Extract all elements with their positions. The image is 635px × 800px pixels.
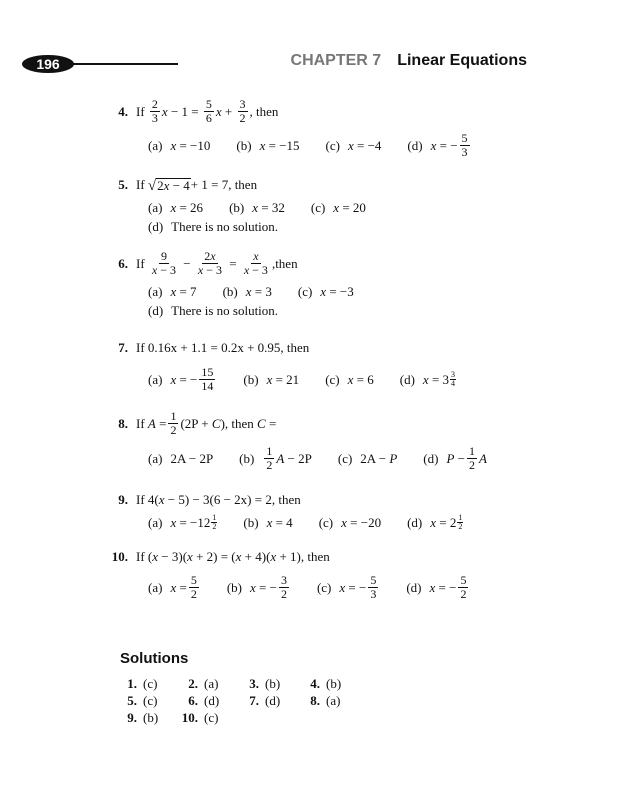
option-c: (c) x = 20 bbox=[310, 200, 366, 215]
fraction: $\frac{1}{2}$ bbox=[468, 444, 475, 472]
fraction: $\frac{5}{2}$ bbox=[190, 573, 197, 601]
fraction: $\frac{x}{x - 3}$ bbox=[243, 249, 268, 277]
fraction: $\frac{1}{2}$ bbox=[266, 444, 273, 472]
option-a: (a) x = 26 bbox=[148, 200, 204, 215]
chapter-title bbox=[291, 52, 527, 70]
fraction: $\frac{3}{2}$ bbox=[280, 573, 287, 601]
option-a: (a) x = 7 bbox=[148, 284, 197, 299]
small-fraction: $\frac{1}{2}$ bbox=[212, 513, 217, 531]
option-b: (b) $\frac{1}{2}$ A − 2P bbox=[239, 444, 312, 472]
small-fraction: $\frac{3}{4}$ bbox=[451, 370, 456, 388]
option-c: (c) x = − $\frac{5}{3}$ bbox=[316, 573, 377, 601]
question-number: 6. bbox=[118, 255, 128, 271]
question-5-option-d-row bbox=[148, 219, 304, 235]
fraction: $\frac{5}{6}$ bbox=[205, 97, 212, 125]
question-5 bbox=[106, 177, 257, 193]
option-c: (c) 2A − P bbox=[337, 450, 398, 466]
option-a: (a) x = $\frac{5}{2}$ bbox=[148, 573, 197, 601]
question-number: 7. bbox=[118, 340, 128, 355]
question-rest: + 1 = 7, then bbox=[190, 177, 258, 192]
solutions-row: 5. (c) 6. (d) 7. (d) 8. (a) bbox=[127, 693, 341, 708]
fraction: $\frac{2}{3}$ bbox=[151, 97, 158, 125]
question-if: If bbox=[136, 177, 145, 192]
question-9-options bbox=[148, 514, 489, 531]
question-9 bbox=[106, 492, 301, 508]
option-a: (a) x = −10 bbox=[148, 137, 211, 153]
solutions-row: 9. (b) 10. (c) bbox=[127, 710, 219, 725]
question-6-option-d-row bbox=[148, 303, 304, 319]
option-d: (d) x = 2 $\frac{1}{2}$ bbox=[407, 513, 463, 531]
option-b: (b) x = 3 bbox=[222, 284, 272, 299]
page-number-badge: 196 bbox=[22, 55, 74, 73]
fraction: $\frac{5}{2}$ bbox=[460, 573, 467, 601]
question-10-options bbox=[148, 574, 496, 601]
question-text: If 4(x − 5) − 3(6 − 2x) = 2, then bbox=[136, 492, 301, 507]
question-if: If A = bbox=[136, 415, 167, 431]
option-c: (c) x = −20 bbox=[318, 514, 382, 530]
fraction: $\frac{2x}{x - 3}$ bbox=[197, 249, 222, 277]
question-then: then bbox=[275, 255, 298, 271]
option-d: (d) There is no solution. bbox=[148, 219, 279, 234]
question-then: , then bbox=[249, 103, 279, 119]
question-4-options bbox=[148, 132, 498, 159]
question-text: If 0.16x + 1.1 = 0.2x + 0.95, then bbox=[136, 340, 310, 355]
option-d: (d) P − $\frac{1}{2}$ A bbox=[423, 444, 487, 472]
question-5-options bbox=[148, 200, 392, 216]
option-d: (d) x = − $\frac{5}{2}$ bbox=[406, 573, 467, 601]
question-number: 4. bbox=[118, 103, 128, 119]
fraction: $\frac{5}{3}$ bbox=[370, 573, 377, 601]
question-8-options bbox=[148, 445, 513, 472]
question-number: 9. bbox=[118, 492, 128, 507]
fraction: $\frac{3}{2}$ bbox=[239, 97, 246, 125]
question-number: 8. bbox=[118, 415, 128, 431]
option-a: (a) x = −12 $\frac{1}{2}$ bbox=[148, 513, 217, 531]
question-if: If bbox=[136, 255, 145, 271]
option-a: (a) 2A − 2P bbox=[148, 450, 214, 466]
question-7-options bbox=[148, 366, 482, 393]
fraction: $\frac{5}{3}$ bbox=[461, 131, 468, 159]
question-if: If bbox=[136, 103, 145, 119]
solutions-heading: Solutions bbox=[120, 650, 189, 667]
option-c: (c) x = 6 bbox=[325, 371, 374, 387]
option-b: (b) x = − $\frac{3}{2}$ bbox=[226, 573, 287, 601]
option-b: (b) x = 21 bbox=[243, 371, 300, 387]
question-text: If (x − 3)(x + 2) = (x + 4)(x + 1), then bbox=[136, 549, 330, 564]
question-6: 6. If $\frac{9}{x - 3}$ − $\frac{2x}{x - 3}$ = $\frac{x}{x - 3}$ , then bbox=[106, 250, 298, 277]
option-d: (d) There is no solution. bbox=[148, 303, 279, 318]
question-rest: (2P + C), then C = bbox=[180, 415, 277, 431]
question-6-options bbox=[148, 284, 380, 300]
option-b: (b) x = 32 bbox=[229, 200, 285, 215]
option-c: (c) x = −3 bbox=[297, 284, 354, 299]
option-c: (c) x = −4 bbox=[325, 137, 382, 153]
option-d: (d) x = 3 $\frac{3}{4}$ bbox=[399, 370, 456, 388]
question-number: 5. bbox=[118, 177, 128, 192]
fraction: $\frac{15}{14}$ bbox=[201, 365, 214, 393]
option-a: (a) x = − $\frac{15}{14}$ bbox=[148, 365, 214, 393]
header-rule bbox=[70, 63, 178, 65]
solutions-table bbox=[120, 676, 364, 727]
question-10 bbox=[106, 549, 330, 565]
chapter-label: CHAPTER 7 bbox=[290, 52, 382, 69]
option-b: (b) x = −15 bbox=[236, 137, 300, 153]
question-8 bbox=[106, 410, 276, 437]
option-d: (d) x = − $\frac{5}{3}$ bbox=[407, 131, 468, 159]
question-4: 4. If $\frac{2}{3}$ x − 1 = $\frac{5}{6}$ x + $\frac{3}{2}$ , then bbox=[106, 98, 278, 125]
solutions-row: 1. (c) 2. (a) 3. (b) 4. (b) bbox=[127, 676, 342, 691]
fraction: $\frac{9}{x - 3}$ bbox=[151, 249, 177, 277]
chapter-subtitle: Linear Equations bbox=[397, 52, 527, 69]
option-b: (b) x = 4 bbox=[243, 514, 293, 530]
small-fraction: $\frac{1}{2}$ bbox=[458, 513, 463, 531]
question-7 bbox=[106, 340, 309, 356]
question-number: 10. bbox=[111, 549, 128, 564]
square-root: √ 2x − 4 bbox=[147, 177, 190, 194]
fraction: $\frac{1}{2}$ bbox=[170, 409, 177, 437]
